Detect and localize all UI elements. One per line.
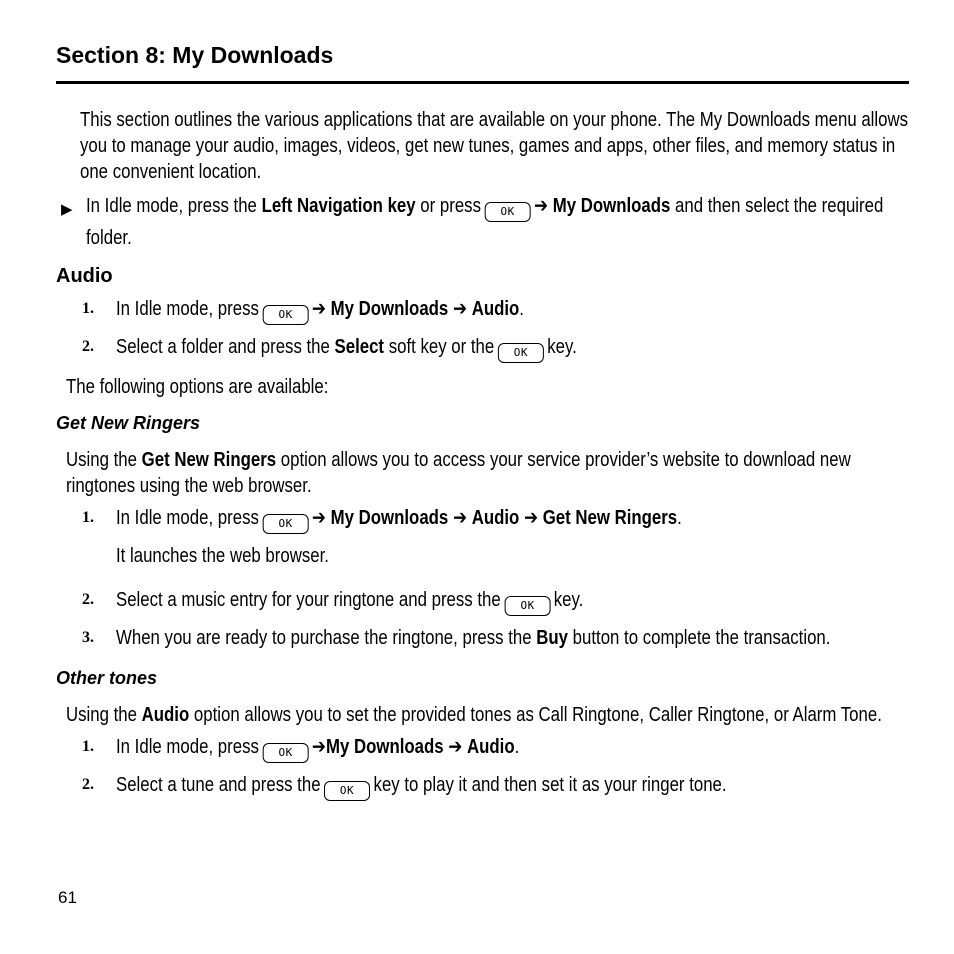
other-tones-step-2: Select a tune and press the OK key to play it and then set it as your ringer tone. [116, 772, 843, 801]
other-tones-step-1: In Idle mode, press OK ➔My Downloads ➔ Audio. [116, 734, 596, 763]
step-number: 1. [82, 509, 94, 526]
intro-paragraph [80, 107, 954, 185]
step-number: 3. [82, 629, 94, 646]
step-number: 2. [82, 591, 94, 608]
intro-bullet: In Idle mode, press the Left Navigation key or press OK ➔ My Downloads and then select the required [86, 193, 954, 222]
ok-key-icon: OK [484, 202, 530, 222]
intro-line-2: you to manage your audio, images, videos, get new tunes, games and apps, other files, and memory status in [80, 135, 896, 157]
ringers-step-3: When you are ready to purchase the ringtone, press the Buy button to complete the transaction. [116, 627, 831, 649]
path-arrow-icon: ➔ [533, 195, 549, 217]
ok-key-icon: OK [262, 514, 308, 534]
step-number: 2. [82, 338, 94, 355]
step-number: 2. [82, 776, 94, 793]
page-title: Section 8: My Downloads [56, 42, 334, 68]
title-divider [56, 81, 909, 84]
ok-key-icon: OK [262, 305, 308, 325]
step-number: 1. [82, 300, 94, 317]
ringers-step-1-note: It launches the web browser. [116, 545, 329, 567]
audio-step-1: In Idle mode, press OK ➔ My Downloads ➔ Audio. [116, 296, 602, 325]
page-number: 61 [58, 888, 77, 907]
intro-line-1: This section outlines the various applications that are available on your phone. The My Downloads menu allows [80, 109, 909, 131]
ok-key-icon: OK [504, 596, 550, 616]
audio-step-2: Select a folder and press the Select soft key or the OK key. [116, 334, 665, 363]
select-key-term: Select [334, 336, 385, 358]
audio-heading: Audio [56, 265, 113, 287]
other-tones-paragraph: Using the Audio option allows you to set the provided tones as Call Ringtone, Caller Ringtone, or Alarm Tone. [66, 704, 882, 726]
ok-key-icon: OK [498, 343, 544, 363]
options-intro: The following options are available: [66, 376, 329, 398]
path-arrow-icon: ➔ [452, 298, 468, 320]
intro-line-3: one convenient location. [80, 161, 262, 183]
path-arrow-icon: ➔ [311, 298, 326, 320]
step-number: 1. [82, 738, 94, 755]
ringers-step-2: Select a music entry for your ringtone and press the OK key. [116, 587, 672, 616]
ok-key-icon: OK [262, 743, 308, 763]
path-arrow-icon: ➔ [311, 736, 326, 758]
bullet-arrow-icon: ▶ [61, 201, 73, 218]
buy-button-term: Buy [536, 627, 568, 649]
ringers-step-1: In Idle mode, press OK ➔ My Downloads ➔ Audio ➔ Get New Ringers. [116, 505, 790, 534]
other-tones-heading: Other tones [56, 668, 158, 688]
path-arrow-icon: ➔ [523, 507, 539, 529]
path-arrow-icon: ➔ [311, 507, 326, 529]
get-new-ringers-paragraph: Using the Get New Ringers option allows you to access your service provider’s website to download new ringtones using the web browser. [66, 449, 851, 497]
get-new-ringers-heading: Get New Ringers [56, 413, 201, 433]
ok-key-icon: OK [324, 781, 370, 801]
path-arrow-icon: ➔ [452, 507, 468, 529]
intro-bullet-line-2: folder. [86, 227, 132, 249]
path-arrow-icon: ➔ [448, 736, 463, 758]
left-navigation-key-term: Left Navigation key [261, 195, 416, 217]
